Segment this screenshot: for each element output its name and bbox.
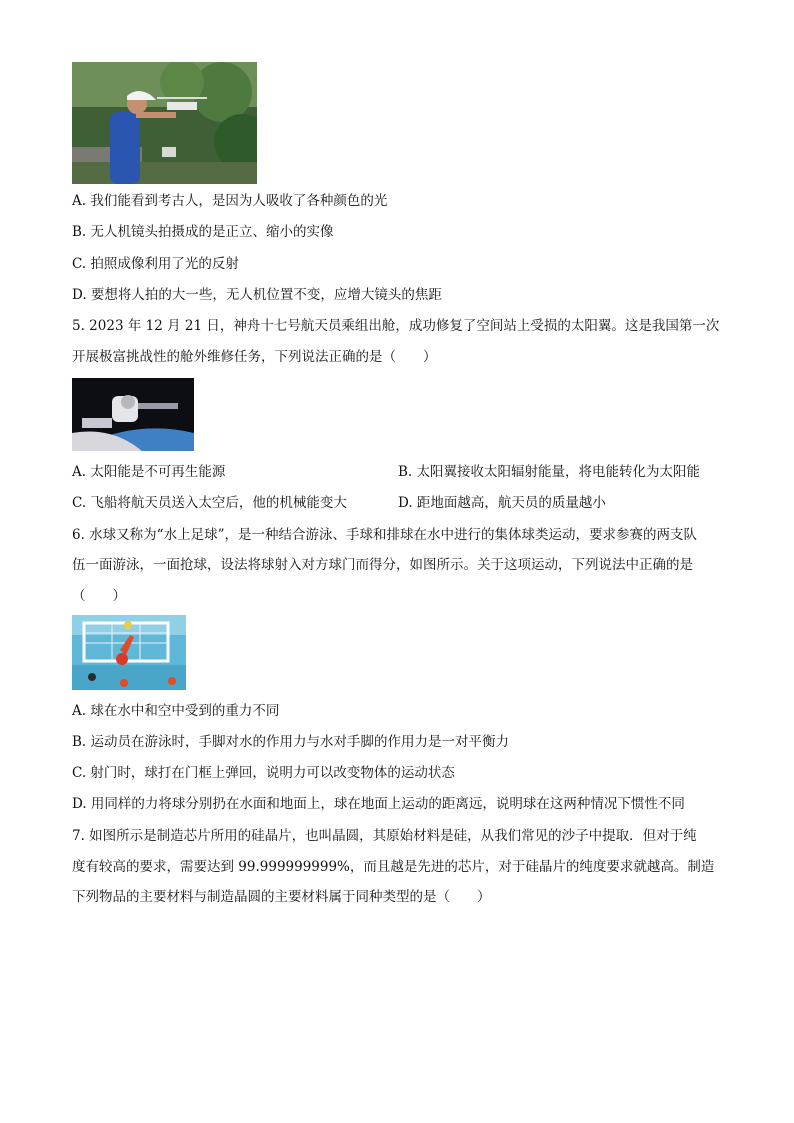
q5-stem-line-1: 5. 2023 年 12 月 21 日，神舟十七号航天员乘组出舱，成功修复了空间站上受损的太阳翼。这是我国第一次 [72,318,720,334]
q5-option-b: B. 太阳翼接收太阳辐射能量，将电能转化为太阳能 [398,464,701,480]
q7-stem-line-1: 7. 如图所示是制造芯片所用的硅晶片，也叫晶圆，其原始材料是硅，从我们常见的沙子中提取．但对于纯 [72,828,697,844]
q6-option-a: A. 球在水中和空中受到的重力不同 [72,703,280,719]
q7-stem-line-3: 下列物品的主要材料与制造晶圆的主要材料属于同种类型的是（ ） [72,889,491,905]
q7-stem-line-2: 度有较高的要求，需要达到 99.999999999%，而且越是先进的芯片，对于硅晶片的纯度要求就越高。制造 [72,859,715,875]
water-polo-photo [72,615,186,690]
q6-stem-line-3: （ ） [72,588,126,604]
q6-stem-line-2: 伍一面游泳，一面抢球，设法将球射入对方球门而得分，如图所示。关于这项运动，下列说法中正确的是 [72,557,693,573]
q4-option-d: D. 要想将人拍的大一些，无人机位置不变，应增大镜头的焦距 [72,287,442,303]
q5-option-a: A. 太阳能是不可再生能源 [72,464,226,480]
q4-option-c: C. 拍照成像利用了光的反射 [72,256,239,272]
q6-option-b: B. 运动员在游泳时，手脚对水的作用力与水对手脚的作用力是一对平衡力 [72,734,510,750]
q6-stem-line-1: 6. 水球又称为“水上足球”，是一种结合游泳、手球和排球在水中进行的集体球类运动，要求参赛的两支队 [72,527,697,543]
q6-option-d: D. 用同样的力将球分别扔在水面和地面上，球在地面上运动的距离远，说明球在这两种情况下惯性不同 [72,796,685,812]
q5-option-d: D. 距地面越高，航天员的质量越小 [398,495,606,511]
q4-option-a: A. 我们能看到考古人，是因为人吸收了各种颜色的光 [72,193,388,209]
spacewalk-photo [72,378,194,451]
q5-option-c: C. 飞船将航天员送入太空后，他的机械能变大 [72,495,347,511]
q5-stem-line-2: 开展极富挑战性的舱外维修任务，下列说法正确的是（ ） [72,349,437,365]
q4-option-b: B. 无人机镜头拍摄成的是正立、缩小的实像 [72,224,334,240]
q6-option-c: C. 射门时，球打在门框上弹回，说明力可以改变物体的运动状态 [72,765,455,781]
drone-photo [72,62,257,184]
